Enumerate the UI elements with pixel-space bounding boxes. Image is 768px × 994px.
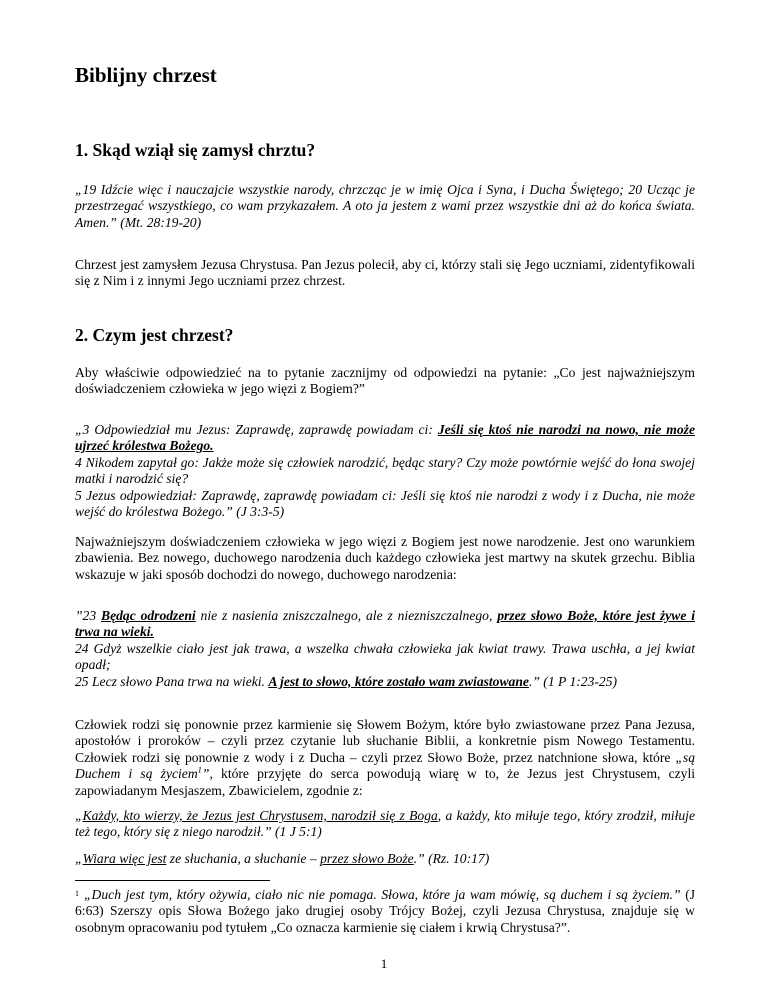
john-1-5-quote [75,808,695,841]
page-number: 1 [380,956,388,971]
romans-middle: ze słuchania, a słuchanie – [166,851,321,866]
footnote-reference[interactable]: 1 [197,764,202,775]
quote-open: „ [75,808,83,823]
section-2-intro: Aby właściwie odpowiedzieć na to pytanie zacznijmy od odpowiedzi na pytanie: „Co jest najważniejszym doświadczeniem człowieka w jego więzi z Bogiem?” [75,365,695,397]
john-3-verse-3: „3 Odpowiedział mu Jezus: Zaprawdę, zaprawdę powiadam ci: [75,422,438,437]
footnote [75,887,695,936]
peter-emphasis-preached: A jest to słowo, które zostało wam zwiastowane [268,673,529,689]
peter-reference: .” (1 P 1:23-25) [528,673,618,689]
peter-emphasis-reborn: Będąc odrodzeni [101,608,196,623]
section-2-heading: 2. Czym jest chrzest? [75,325,234,345]
footnote-mark: 1 [75,889,79,898]
section-1-heading: 1. Skąd wziął się zamysł chrztu? [75,140,316,160]
section-2-paragraph-3 [75,717,695,799]
john-3-verse-5: 5 Jezus odpowiedział: Zaprawdę, zaprawdę powiadam ci: Jeśli się ktoś nie narodzi z wody i z Ducha, nie może wejść do królestwa Bożego.” (J 3:3-5) [75,487,695,520]
section-2-paragraph-2: Najważniejszym doświadczeniem człowieka w jego więzi z Bogiem jest nowe narodzenie. Jest ono warunkiem zbawienia. Bez nowego, duchowego narodzenia duch każdego człowieka jest martwy na skutek grzechu. Biblia wskazuje w jaki sposób dochodzi do nowego, duchowego narodzenia: [75,534,695,582]
romans-10-quote [75,851,695,867]
quote-open: „ [75,851,83,866]
footnote-text: (J 6:63) Szerszy opis Słowa Bożego jako drugiej osoby Trójcy Bożej, czyli Jezusa Chrystusa, znajduje się w osobnym opracowaniu pod tytułem „Co oznacza karmienie się ciałem i krwią Chrystusa?”. [75,887,696,935]
paragraph-3-text-end: , które przyjęte do serca powodują wiarę w to, że Jezus jest Chrystusem, czyli zapowiadanym Mesjaszem, Zbawicielem, zgodnie z: [75,766,695,798]
peter-1-quote [75,608,695,690]
john-3-quote [75,422,695,520]
john-1-5-emphasis: Każdy, kto wierzy, że Jezus jest Chrystusem, narodził się z Boga [82,808,438,823]
paragraph-3-text: Człowiek rodzi się ponownie przez karmienie się Słowem Bożym, które było zwiastowane przez Pana Jezusa, apostołów i proroków – czyli przez czytanie lub słuchanie Biblii, a konkretnie pism Nowego Testamentu. Człowiek rodzi się ponownie z wody i z Ducha – czyli przez Słowo Boże, przez natchnione słowa, które [75,717,695,765]
peter-verse-23-start: ”23 [75,608,101,623]
john-3-emphasis: Jeśli się ktoś nie narodzi na nowo, nie może ujrzeć królestwa Bożego. [75,422,695,454]
page-title: Biblijny chrzest [75,63,217,87]
paragraph-3-quote: „są Duchem i są życiem [75,749,695,782]
john-1-5-rest: , a każdy, kto miłuje tego, który zrodził, miłuje też tego, który się z niego narodził.” (1 J 5:1) [75,808,695,840]
peter-emphasis-word: przez słowo Boże, które jest żywe i trwa na wieki. [75,608,695,640]
john-3-verse-4: 4 Nikodem zapytał go: Jakże może się człowiek narodzić, będąc stary? Czy może powtórnie wejść do łona swojej matki i narodzić się? [75,454,695,487]
peter-verse-23-middle: nie z nasienia zniszczalnego, ale z niezniszczalnego, [195,608,498,623]
romans-emphasis-word: przez słowo Boże [320,851,414,866]
section-1-quote: „19 Idźcie więc i nauczajcie wszystkie narody, chrzcząc je w imię Ojca i Syna, i Ducha Świętego; 20 Ucząc je przestrzegać wszystkiego, co wam przykazałem. A oto ja jestem z wami przez wszystkie dni aż do końca świata. Amen.” (Mt. 28:19-20) [75,182,695,230]
peter-verse-25: 25 Lecz słowo Pana trwa na wieki. [75,673,269,689]
romans-reference: .” (Rz. 10:17) [413,851,490,866]
paragraph-3-quote-close: ” [201,766,210,782]
peter-verse-24: 24 Gdyż wszelkie ciało jest jak trawa, a wszelka chwała człowieka jak kwiat trawy. Trawa uschła, a jej kwiat opadł; [75,640,695,673]
romans-emphasis-faith: Wiara więc jest [82,851,167,866]
footnote-divider [75,880,270,881]
section-1-paragraph: Chrzest jest zamysłem Jezusa Chrystusa. Pan Jezus polecił, aby ci, którzy stali się Jego uczniami, zidentyfikowali się z Nim i z innymi Jego uczniami przez chrzest. [75,257,695,289]
footnote-quote: „Duch jest tym, który ożywia, ciało nic nie pomaga. Słowa, które ja wam mówię, są duchem i są życiem.” [84,887,681,902]
